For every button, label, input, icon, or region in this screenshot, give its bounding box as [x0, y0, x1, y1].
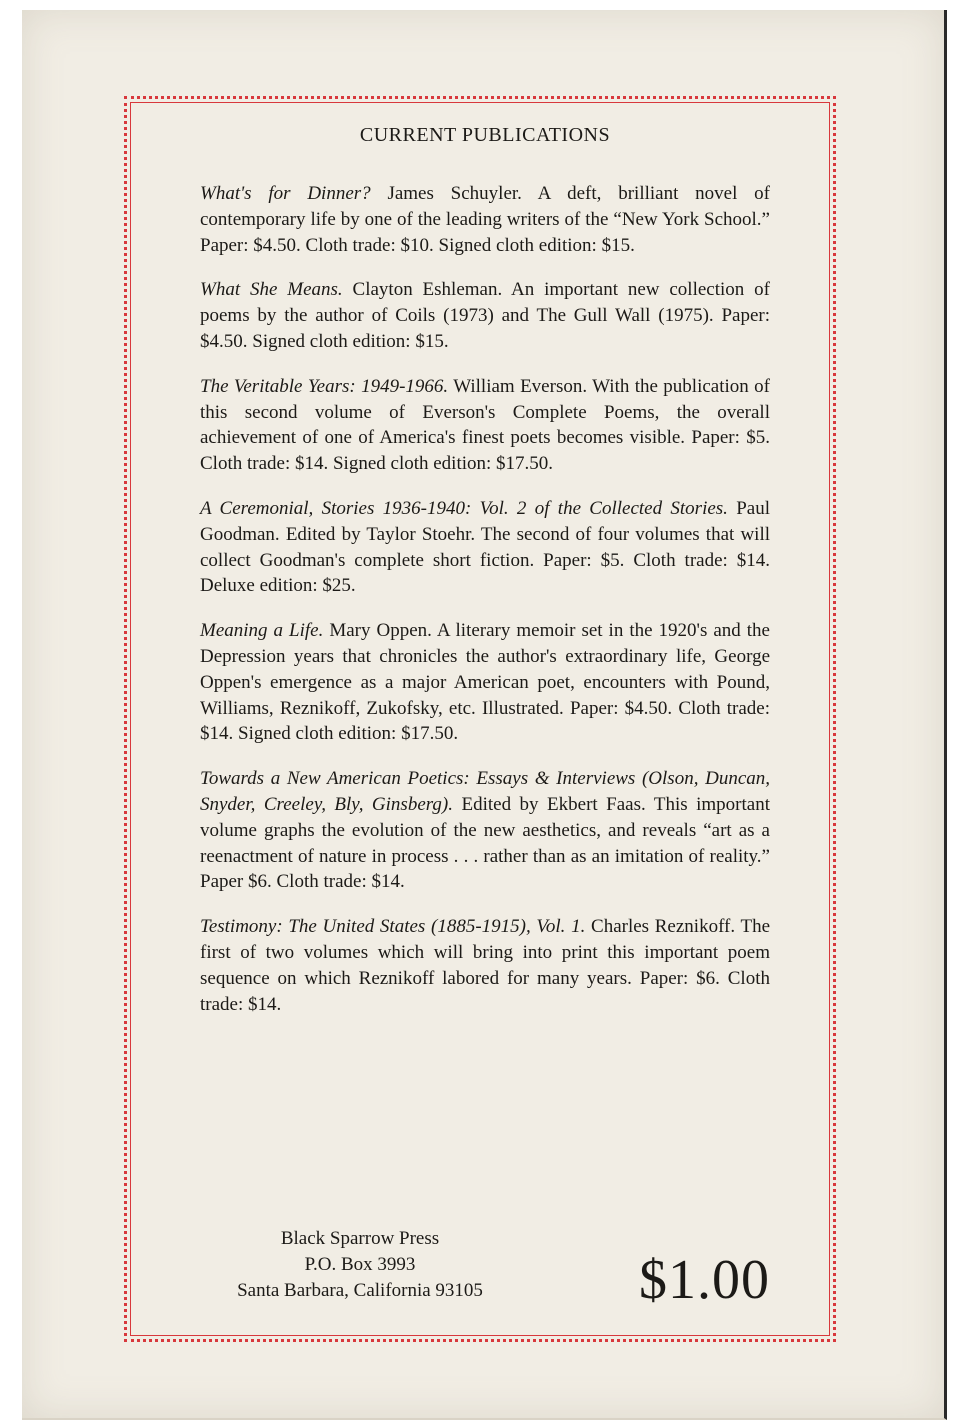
publication-description: Edited by Ekbert Faas. This important volume graphs the evolution of the new aesthetics, and reveals “art as a reenactment of nature in process . . . rather than as an imitation of reality.” Paper $6. Cloth trade: $14.	[200, 793, 770, 893]
publication-title: Towards a New American Poetics: Essays & Interviews (Olson, Duncan, Snyder, Creeley, Bly, Ginsberg).	[200, 768, 770, 815]
publication-description: Mary Oppen. A literary memoir set in the 1920's and the Depression years that chronicles the author's extraordinary life, George Oppen's emergence as a major American poet, encounters with Pound, Williams, Reznikoff, Zukofsky, etc. Illustrated. Paper: $4.50. Cloth trade: $14. Signed cloth edition: $17.50.	[200, 620, 770, 745]
publication-entry	[200, 496, 770, 599]
publication-entry	[200, 914, 770, 1017]
publication-description: Paul Goodman. Edited by Taylor Stoehr. The second of four volumes that will collect Goodman's complete short fiction. Paper: $5. Cloth trade: $14. Deluxe edition: $25.	[200, 497, 771, 597]
publication-title: What's for Dinner?	[200, 183, 371, 204]
publisher-name: Black Sparrow Press	[280, 1228, 440, 1249]
publication-title: What She Means.	[200, 279, 343, 301]
publication-entry	[200, 277, 770, 354]
publications-list	[200, 116, 770, 1036]
publication-entry	[200, 181, 770, 258]
price-tag: $1.00	[639, 1249, 770, 1311]
city-line: Santa Barbara, California 93105	[237, 1280, 483, 1301]
publication-title: The Veritable Years: 1949-1966.	[200, 375, 449, 397]
po-box: P.O. Box 3993	[304, 1254, 416, 1275]
publication-description: Clayton Eshleman. An important new collection of poems by the author of Coils (1973) and The Gull Wall (1975). Paper: $4.50. Signed cloth edition: $15.	[200, 279, 770, 352]
publication-description: Charles Reznikoff. The first of two volumes which will bring into print this important poem sequence on which Reznikoff labored for many years. Paper: $6. Cloth trade: $14.	[200, 916, 770, 1015]
publication-title: Testimony: The United States (1885-1915), Vol. 1.	[200, 916, 586, 938]
page-heading: CURRENT PUBLICATIONS	[359, 124, 611, 146]
publisher-address	[200, 1226, 520, 1304]
publication-title: A Ceremonial, Stories 1936-1940: Vol. 2 of the Collected Stories.	[200, 497, 728, 519]
publication-entry	[200, 618, 770, 747]
publication-entry	[200, 766, 770, 895]
publication-description: William Everson. With the publication of this second volume of Everson's Complete Poems, the overall achievement of one of America's finest poets becomes visible. Paper: $5. Cloth trade: $14. Signed cloth edition: $17.50.	[200, 375, 770, 475]
publication-entry	[200, 374, 770, 477]
publication-title: Meaning a Life.	[200, 620, 324, 642]
publication-description: James Schuyler. A deft, brilliant novel of contemporary life by one of the leading writers of the “New York School.” Paper: $4.50. Cloth trade: $10. Signed cloth edition: $15.	[200, 183, 770, 256]
